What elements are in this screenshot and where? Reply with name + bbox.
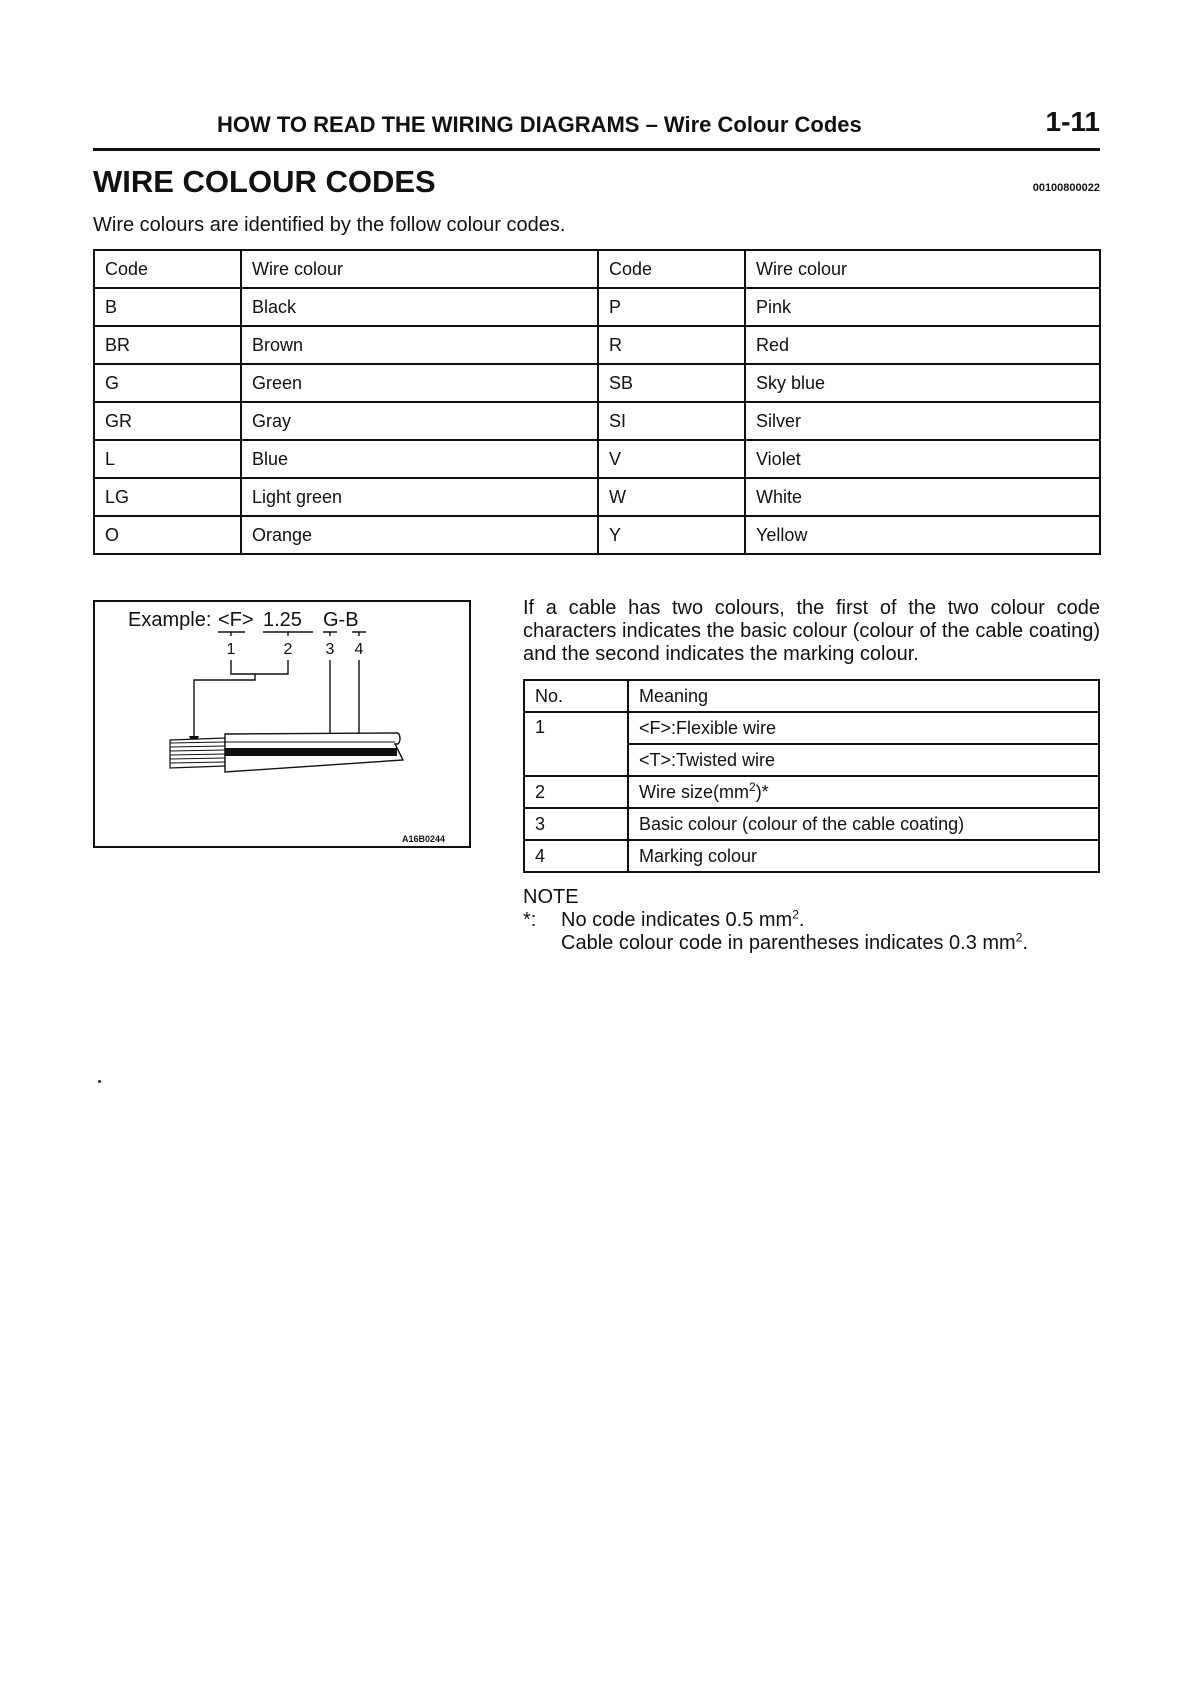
note-line <box>523 909 1028 932</box>
section-heading: WIRE COLOUR CODES <box>93 164 436 199</box>
callout-number-3: 3 <box>325 641 335 658</box>
meaning-cell <box>628 776 1099 808</box>
colour-cell: White <box>745 478 1100 516</box>
table-row <box>524 712 1099 744</box>
header-code: Code <box>598 250 745 288</box>
code-cell: B <box>94 288 241 326</box>
wire-diagram <box>95 602 473 850</box>
colour-cell: Blue <box>241 440 598 478</box>
header-code: Code <box>94 250 241 288</box>
code-cell: SB <box>598 364 745 402</box>
superscript: 2 <box>792 907 799 922</box>
code-cell: BR <box>94 326 241 364</box>
example-part-colour: G-B <box>323 609 359 631</box>
colour-cell: Orange <box>241 516 598 554</box>
note-title: NOTE <box>523 886 579 908</box>
meaning-cell: Basic colour (colour of the cable coating) <box>628 808 1099 840</box>
table-row <box>524 776 1099 808</box>
header-wire-colour: Wire colour <box>241 250 598 288</box>
callout-number-2: 2 <box>283 641 293 658</box>
meaning-text-tail: )* <box>755 781 769 802</box>
row-number: 2 <box>524 776 628 808</box>
table-row <box>94 402 1100 440</box>
colour-cell: Light green <box>241 478 598 516</box>
note-symbol: *: <box>523 909 537 931</box>
row-number: 4 <box>524 840 628 872</box>
intro-text: Wire colours are identified by the follow colour codes. <box>93 214 566 236</box>
header-meaning: Meaning <box>628 680 1099 712</box>
code-cell: L <box>94 440 241 478</box>
colour-cell: Green <box>241 364 598 402</box>
colour-cell: Brown <box>241 326 598 364</box>
note-text: No code indicates 0.5 mm <box>561 909 793 931</box>
wire-example-figure <box>93 600 471 848</box>
table-row <box>94 364 1100 402</box>
code-cell: P <box>598 288 745 326</box>
code-cell: O <box>94 516 241 554</box>
code-cell: R <box>598 326 745 364</box>
header-no: No. <box>524 680 628 712</box>
table-row <box>94 478 1100 516</box>
header-title: HOW TO READ THE WIRING DIAGRAMS – Wire Colour Codes <box>217 112 862 137</box>
row-number: 3 <box>524 808 628 840</box>
table-row <box>524 840 1099 872</box>
table-row <box>94 288 1100 326</box>
table-row <box>94 516 1100 554</box>
colour-cell: Sky blue <box>745 364 1100 402</box>
callout-number-4: 4 <box>354 641 364 658</box>
table-header-row <box>524 680 1099 712</box>
code-cell: LG <box>94 478 241 516</box>
meaning-text: Wire size(mm <box>639 781 749 802</box>
example-label: Example: <box>128 609 212 631</box>
header-wire-colour: Wire colour <box>745 250 1100 288</box>
table-row <box>524 808 1099 840</box>
superscript: 2 <box>1015 930 1023 945</box>
note-text-tail: . <box>798 909 805 931</box>
code-cell: Y <box>598 516 745 554</box>
wire-colour-table <box>93 249 1101 555</box>
superscript: 2 <box>749 779 756 794</box>
colour-cell: Silver <box>745 402 1100 440</box>
colour-cell: Violet <box>745 440 1100 478</box>
meaning-table <box>523 679 1100 873</box>
note-line <box>523 932 1028 955</box>
table-row <box>94 326 1100 364</box>
cable-drawing <box>170 733 403 772</box>
code-cell: GR <box>94 402 241 440</box>
callout-number-1: 1 <box>226 641 236 658</box>
meaning-cell: <F>:Flexible wire <box>628 712 1099 744</box>
code-cell: G <box>94 364 241 402</box>
page-header <box>93 104 1100 151</box>
note-block <box>523 886 1028 955</box>
meaning-cell: Marking colour <box>628 840 1099 872</box>
table-row <box>94 440 1100 478</box>
colour-cell: Black <box>241 288 598 326</box>
note-text-tail: . <box>1022 932 1028 954</box>
scan-speck <box>98 1080 101 1083</box>
code-cell: V <box>598 440 745 478</box>
document-id: 00100800022 <box>1032 182 1100 194</box>
meaning-cell: <T>:Twisted wire <box>628 744 1099 776</box>
colour-cell: Yellow <box>745 516 1100 554</box>
two-colour-explanation: If a cable has two colours, the first of the two colour code characters indicates the basic colour (colour of the cable coating) and the second indicates the marking colour. <box>523 597 1100 665</box>
example-part-f: <F> <box>218 609 254 631</box>
callout-brackets <box>218 632 366 636</box>
row-number: 1 <box>524 712 628 776</box>
example-part-size: 1.25 <box>263 609 302 631</box>
page-number: 1-11 <box>1045 106 1100 137</box>
colour-cell: Red <box>745 326 1100 364</box>
figure-id: A16B0244 <box>401 834 445 844</box>
colour-cell: Gray <box>241 402 598 440</box>
table-header-row <box>94 250 1100 288</box>
code-cell: SI <box>598 402 745 440</box>
note-text: Cable colour code in parentheses indicates 0.3 mm <box>561 932 1016 954</box>
colour-cell: Pink <box>745 288 1100 326</box>
code-cell: W <box>598 478 745 516</box>
